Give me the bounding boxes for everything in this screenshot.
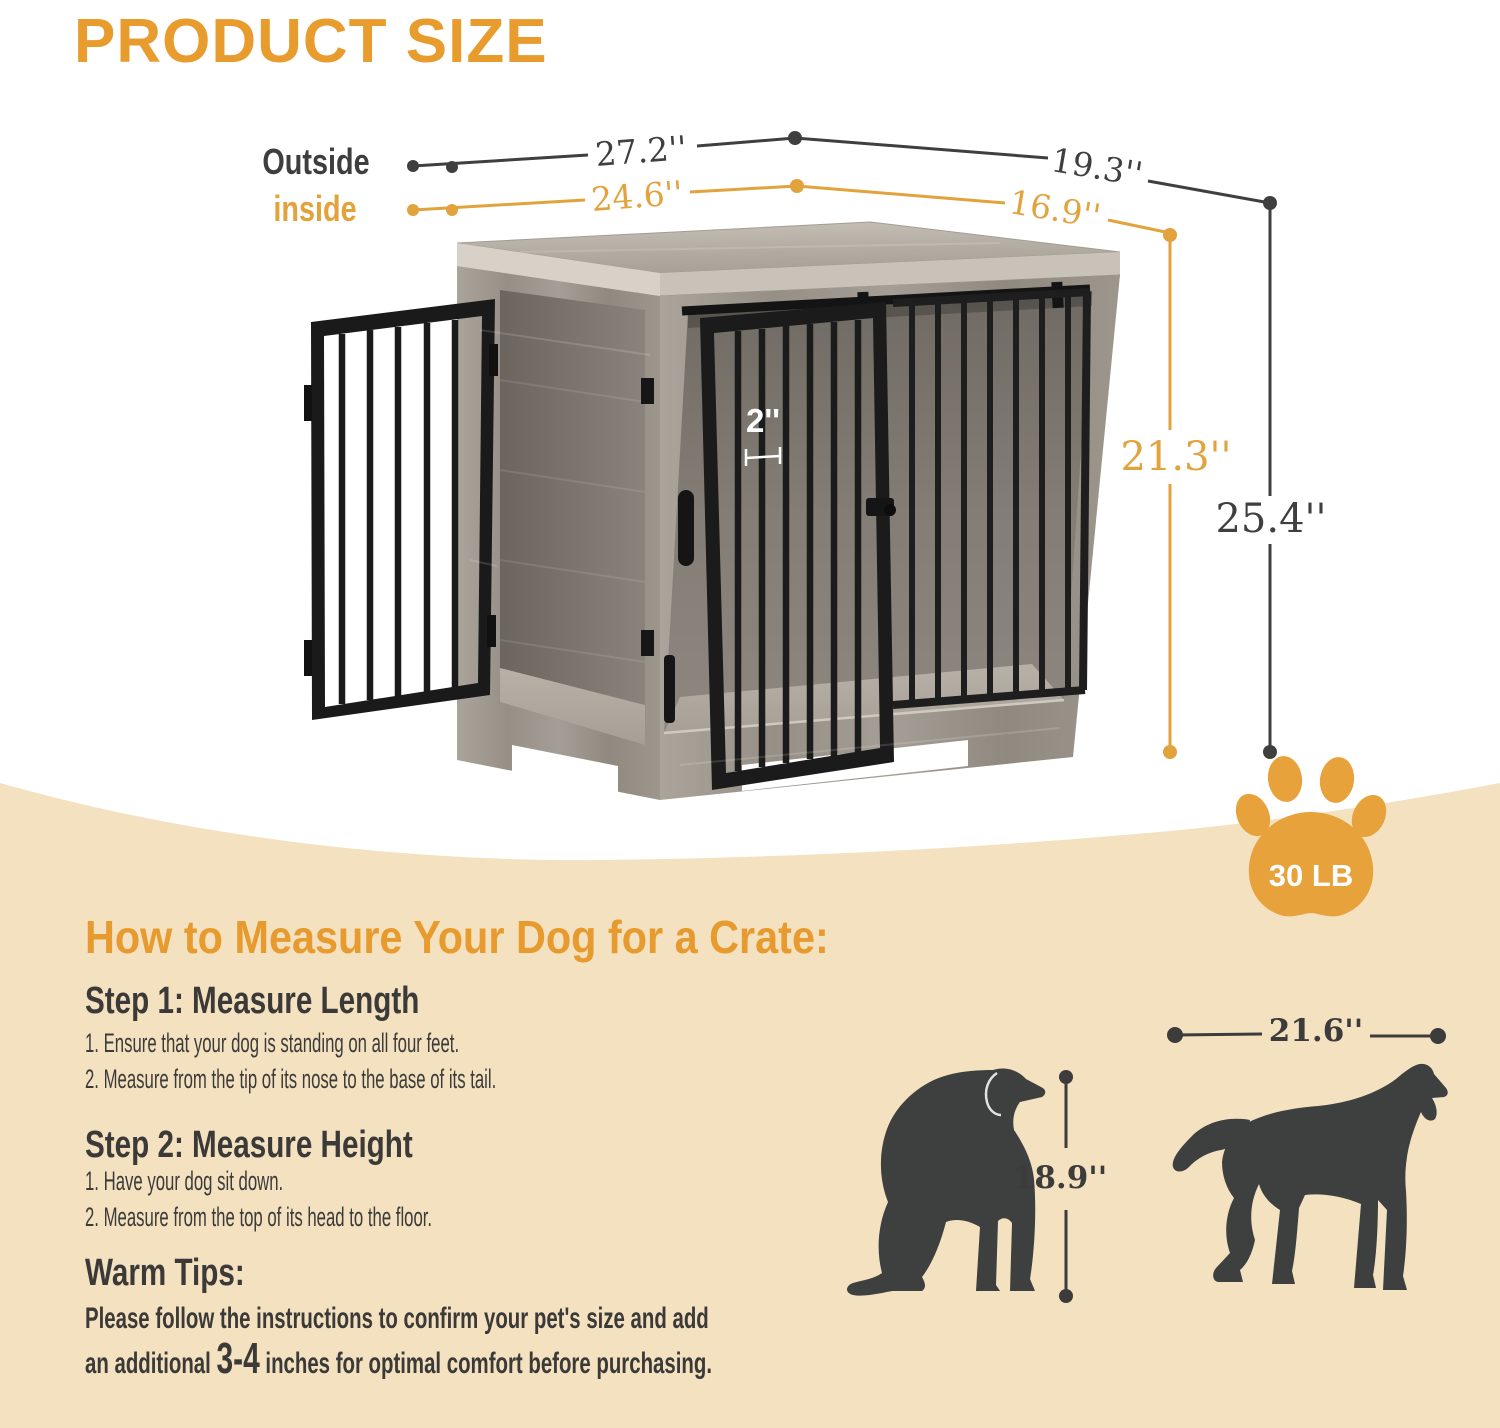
warm-tips-title: Warm Tips: xyxy=(85,1252,245,1294)
crate-illustration xyxy=(304,222,1120,800)
step1-title: Step 1: Measure Length xyxy=(85,980,420,1022)
warm-tips-line2-pre: an additional xyxy=(85,1347,217,1380)
step2-item-1: 1. Have your dog sit down. xyxy=(85,1166,284,1196)
step2-item-2: 2. Measure from the top of its head to the floor. xyxy=(85,1202,433,1232)
step2-title: Step 2: Measure Height xyxy=(85,1124,413,1166)
warm-tips-line2-highlight: 3-4 xyxy=(216,1334,260,1383)
dim-bar-gap: 2'' xyxy=(745,402,781,439)
open-door-hinge-1 xyxy=(489,344,498,376)
dim-inside-depth: 16.9'' xyxy=(1006,182,1104,236)
warm-tips-line1: Please follow the instructions to confirm your pet's size and add xyxy=(85,1302,709,1335)
weight-capacity-badge: 30 LB xyxy=(1268,858,1354,893)
dim-outside-height: 25.4'' xyxy=(1215,496,1327,542)
open-door-hinge-2 xyxy=(487,615,496,647)
warm-tips-line2 xyxy=(85,1334,712,1384)
door-latch-knob xyxy=(884,504,896,516)
dim-inside-width: 24.6'' xyxy=(589,172,685,220)
dim-inside-height: 21.3'' xyxy=(1120,434,1232,480)
dim-dog-standing-length: 21.6'' xyxy=(1268,1013,1364,1049)
page-title: PRODUCT SIZE xyxy=(74,7,548,76)
open-door-tab-1 xyxy=(304,385,312,421)
dim-dog-sitting-height: 18.9'' xyxy=(1012,1160,1108,1196)
latch-bolt xyxy=(664,655,675,723)
step1-item-1: 1. Ensure that your dog is standing on all four feet. xyxy=(85,1028,460,1058)
door-handle xyxy=(678,490,694,566)
open-door-tab-2 xyxy=(304,640,312,676)
step1-item-2: 2. Measure from the tip of its nose to the base of its tail. xyxy=(85,1064,497,1094)
dim-outside-width: 27.2'' xyxy=(593,127,689,175)
open-door-bars xyxy=(342,320,455,704)
warm-tips-line2-post: inches for optimal comfort before purchasing. xyxy=(259,1347,712,1380)
dim-outside-depth: 19.3'' xyxy=(1048,140,1146,194)
hinge-bottom xyxy=(641,630,654,656)
outside-label: Outside xyxy=(262,141,370,182)
measure-guide-heading: How to Measure Your Dog for a Crate: xyxy=(85,911,829,963)
inside-label: inside xyxy=(273,188,357,229)
hinge-top xyxy=(641,378,654,404)
